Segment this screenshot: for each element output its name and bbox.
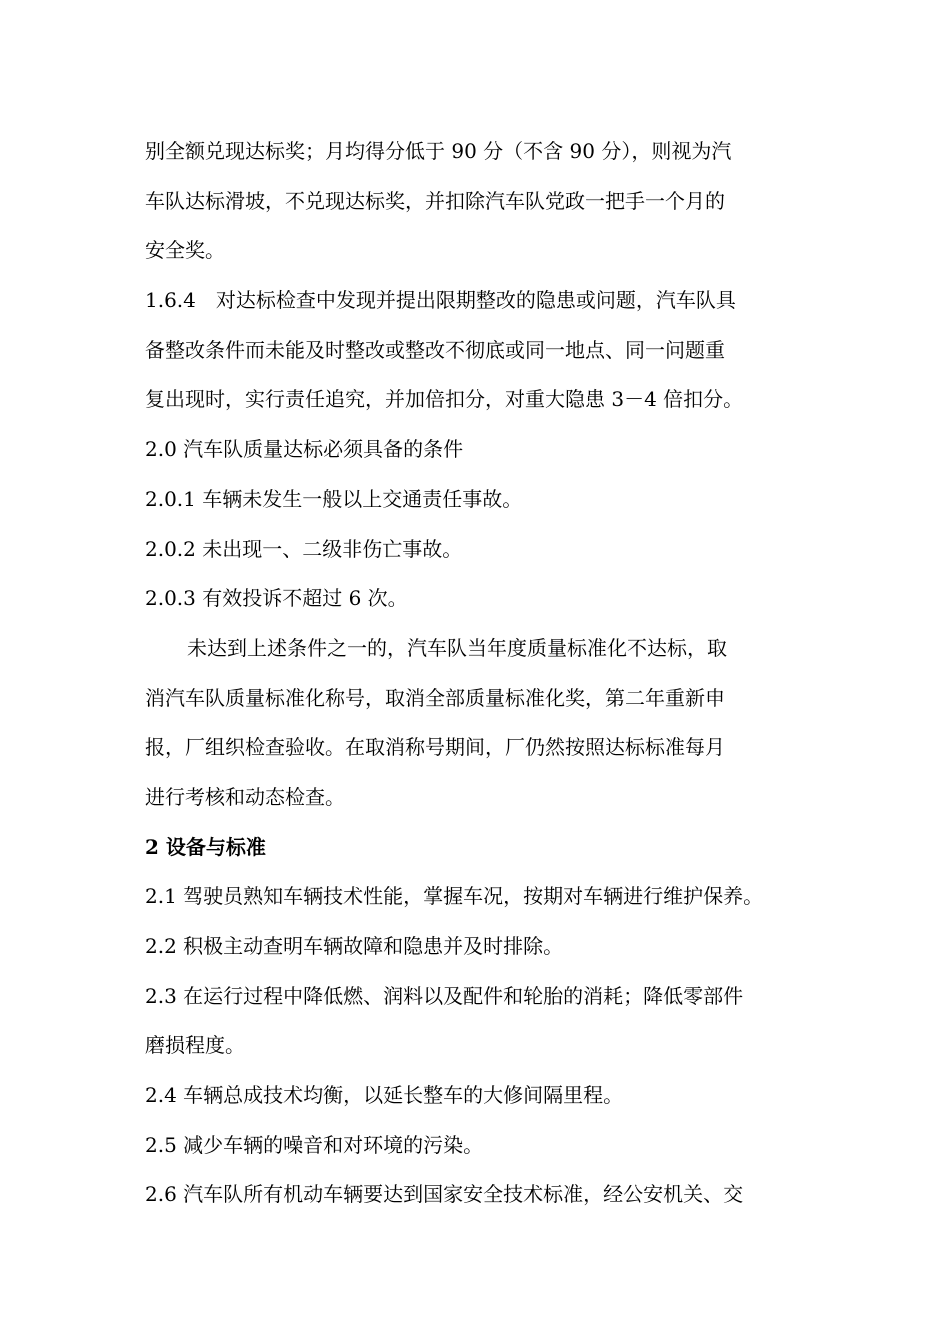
text-line: 2.5 减少车辆的噪音和对环境的污染。 — [145, 1132, 484, 1157]
text-line: 2.6 汽车队所有机动车辆要达到国家安全技术标准，经公安机关、交 — [145, 1182, 744, 1207]
text-line: 进行考核和动态检查。 — [145, 784, 345, 809]
text-line: 报，厂组织检查验收。在取消称号期间，厂仍然按照达标标准每月 — [145, 735, 725, 760]
text-line: 别全额兑现达标奖；月均得分低于 90 分（不含 90 分），则视为汽 — [145, 139, 732, 163]
text-line: 复出现时，实行责任追究，并加倍扣分，对重大隐患 3－4 倍扣分。 — [145, 387, 744, 412]
text-line: 2.2 积极主动查明车辆故障和隐患并及时排除。 — [145, 934, 564, 958]
text-line: 消汽车队质量标准化称号，取消全部质量标准化奖，第二年重新申 — [145, 685, 725, 710]
paragraph-first-line: 未达到上述条件之一的，汽车队当年度质量标准化不达标，取 — [187, 635, 727, 660]
document-page — [145, 127, 825, 1220]
text-line: 2.3 在运行过程中降低燃、润料以及配件和轮胎的消耗；降低零部件 — [145, 983, 744, 1008]
section-heading: 2.0 汽车队质量达标必须具备的条件 — [145, 437, 464, 462]
text-line: 2.0.3 有效投诉不超过 6 次。 — [145, 586, 408, 611]
text-line: 1.6.4 对达标检查中发现并提出限期整改的隐患或问题，汽车队具 — [145, 288, 736, 313]
text-line: 安全奖。 — [145, 238, 225, 263]
text-line: 2.4 车辆总成技术均衡，以延长整车的大修间隔里程。 — [145, 1083, 624, 1108]
text-line: 备整改条件而未能及时整改或整改不彻底或同一地点、同一问题重 — [145, 337, 725, 362]
chapter-heading: 2 设备与标准 — [145, 834, 266, 859]
text-line: 2.0.1 车辆未发生一般以上交通责任事故。 — [145, 486, 523, 511]
text-line: 2.0.2 未出现一、二级非伤亡事故。 — [145, 536, 463, 561]
text-line: 磨损程度。 — [145, 1033, 245, 1058]
text-line: 2.1 驾驶员熟知车辆技术性能，掌握车况，按期对车辆进行维护保养。 — [145, 884, 764, 909]
text-line: 车队达标滑坡，不兑现达标奖，并扣除汽车队党政一把手一个月的 — [145, 188, 725, 213]
